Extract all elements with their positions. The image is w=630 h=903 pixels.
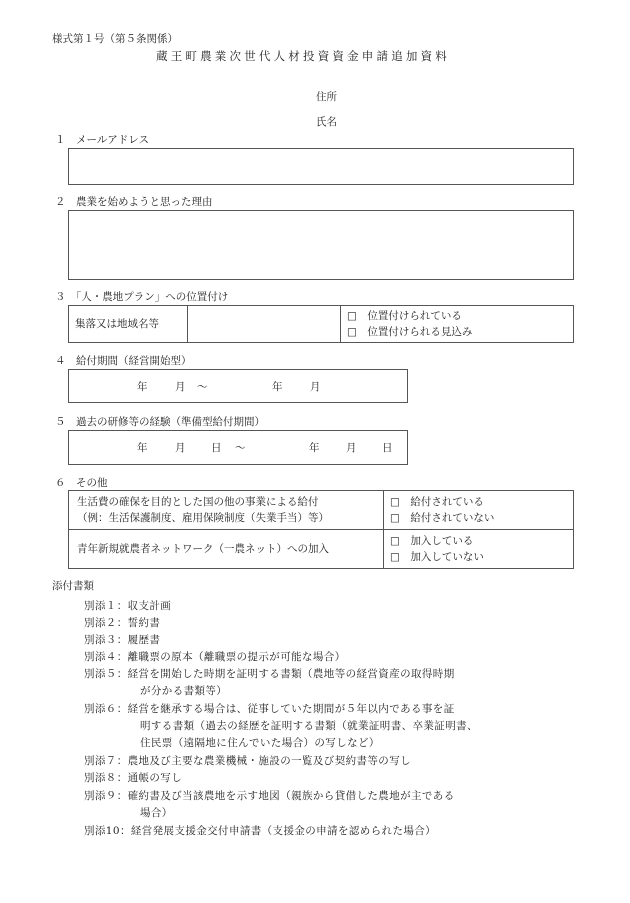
date-month-1: 月 <box>175 381 186 393</box>
section4-label: ４ 給付期間（経営開始型） <box>55 355 192 367</box>
date-month-2: 月 <box>310 381 321 393</box>
attachment-3: 別添３：履歴書 <box>84 634 161 646</box>
attachment-6-cont-1: 明する書類（過去の経歴を証明する書類（就業証明書、卒業証明書、 <box>140 720 478 732</box>
option-benefit-yes[interactable]: □ 給付されている <box>390 496 484 508</box>
benefit-text-line1: 生活費の確保を目的とした国の他の事業による給付 <box>77 496 319 508</box>
attachment-2: 別添２：誓約書 <box>84 617 161 629</box>
attachment-7: 別添７：農地及び主要な農業機械・施設の一覧及び契約書等の写し <box>84 755 411 767</box>
name-label: 氏名 <box>316 116 337 128</box>
network-text: 青年新規就農者ネットワーク（一農ネット）への加入 <box>77 542 329 555</box>
plan-options-cell <box>341 306 574 343</box>
section6-label: ６ その他 <box>55 477 108 489</box>
attachments-heading: 添付書類 <box>52 580 94 592</box>
date-month-2: 月 <box>346 442 357 454</box>
date-month-1: 月 <box>175 442 186 454</box>
date-tilde: ～ <box>197 381 208 393</box>
attachment-10: 別添10：経営発展支援金交付申請書（支援金の申請を認められた場合） <box>84 825 437 837</box>
region-label: 集落又は地域名等 <box>75 317 159 330</box>
region-input-cell[interactable] <box>188 306 341 343</box>
address-label: 住所 <box>316 91 337 103</box>
document-title: 蔵王町農業次世代人材投資資金申請追加資料 <box>156 49 450 63</box>
attachment-9-cont-1: 場合） <box>140 807 173 819</box>
network-text-cell <box>69 530 384 569</box>
option-network-yes[interactable]: □ 加入している <box>390 535 474 547</box>
option-positioned[interactable]: □ 位置付けられている <box>347 310 462 322</box>
attachment-4: 別添４：離職票の原本（離職票の提示が可能な場合） <box>84 651 346 663</box>
section2-label: ２ 農業を始めようと思った理由 <box>55 196 213 208</box>
training-period-field[interactable] <box>68 430 408 465</box>
date-year-2: 年 <box>309 442 320 454</box>
date-day-1: 日 <box>211 442 222 454</box>
attachment-8: 別添８：通帳の写し <box>84 772 183 784</box>
attachment-6: 別添６：経営を継承する場合は、従事していた期間が５年以内である事を証 <box>84 703 455 715</box>
option-benefit-no[interactable]: □ 給付されていない <box>390 512 495 524</box>
network-options-cell <box>384 530 574 569</box>
option-expected[interactable]: □ 位置付けられる見込み <box>347 326 473 338</box>
date-year-1: 年 <box>137 442 148 454</box>
attachment-5: 別添５：経営を開始した時期を証明する書類（農地等の経営資産の取得時期 <box>84 668 455 680</box>
section3-label: ３ 「人・農地プラン」への位置付け <box>55 291 229 303</box>
email-field[interactable] <box>68 148 574 185</box>
date-year-2: 年 <box>272 381 283 393</box>
option-network-no[interactable]: □ 加入していない <box>390 551 484 563</box>
date-year-1: 年 <box>137 381 148 393</box>
section1-label: １ メールアドレス <box>55 134 149 146</box>
benefit-options-cell <box>384 491 574 530</box>
form-number: 様式第１号（第５条関係） <box>52 33 178 45</box>
region-label-cell <box>69 306 188 343</box>
benefit-text-line2: （例：生活保護制度、雇用保険制度（失業手当）等） <box>77 512 329 524</box>
reason-field[interactable] <box>68 210 574 280</box>
benefit-text-cell <box>69 491 384 530</box>
section5-label: ５ 過去の研修等の経験（準備型給付期間） <box>55 416 265 428</box>
plan-position-table <box>68 305 574 343</box>
attachment-5-cont-1: が分かる書類等） <box>140 685 228 697</box>
attachment-1: 別添１：収支計画 <box>84 600 172 612</box>
attachment-6-cont-2: 住民票（遠隔地に住んでいた場合）の写しなど） <box>140 737 380 749</box>
other-table <box>68 490 574 569</box>
attachment-9: 別添９：確約書及び当該農地を示す地図（親族から貸借した農地が主である <box>84 790 455 802</box>
date-day-2: 日 <box>382 442 393 454</box>
grant-period-field[interactable] <box>68 369 408 403</box>
date-tilde: ～ <box>235 442 246 454</box>
